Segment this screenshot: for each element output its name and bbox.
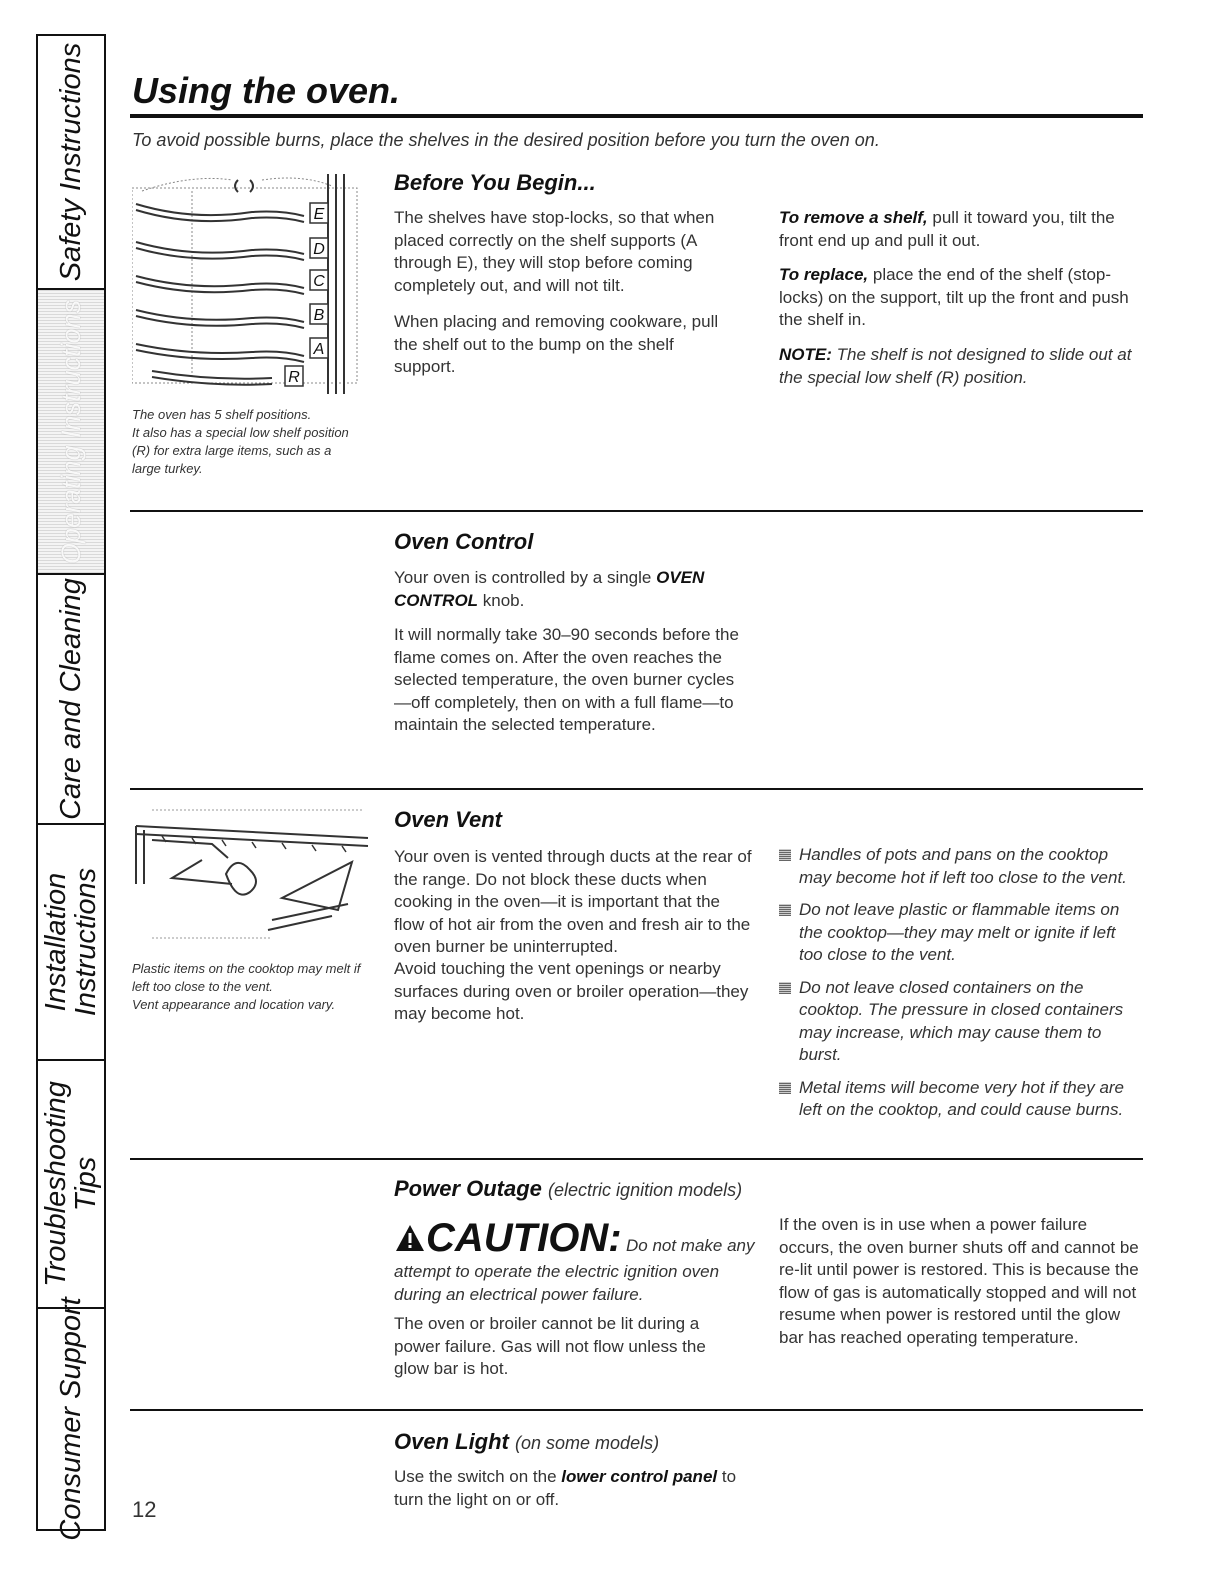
tab-installation-instructions[interactable] (38, 825, 104, 1061)
power-outage-subtitle: (electric ignition models) (548, 1180, 743, 1200)
oven-light-para (394, 1466, 754, 1511)
list-item (777, 899, 1139, 967)
bullet-icon (779, 982, 791, 994)
shelf-label-e: E (313, 206, 325, 223)
title-divider (130, 114, 1143, 118)
section-divider (130, 510, 1143, 512)
oven-light-para-post: to turn the light on or off. (394, 1467, 737, 1509)
oven-control-para-1-post: knob. (478, 590, 525, 610)
warning-triangle-icon (394, 1223, 426, 1253)
shelf-label-r: R (288, 369, 300, 386)
bullet-icon (779, 904, 791, 916)
oven-vent-para-1: Your oven is vented through ducts at the rear of the range. Do not block these ducts when cooking in the oven—it is important that the flow of hot air from the oven and fresh air to the oven burner be uninterrupted. (394, 847, 752, 956)
oven-light-title: Oven Light (394, 1429, 509, 1454)
caption-line-1: Plastic items on the cooktop may melt if left too close to the vent. (132, 961, 361, 994)
power-outage-para-2: If the oven is in use when a power failure occurs, the oven burner shuts off and cannot be re-lit until power is restored. This is because the flow of gas is automatically stopped and will not resume when power is restored until the glow bar has reached operating temperature. (779, 1215, 1139, 1347)
before-you-begin-heading: Before You Begin... (394, 170, 596, 195)
replace-shelf-instructions: place the end of the shelf (stop-locks) on the support, tilt up the front and push the shelf in. (779, 265, 1129, 329)
oven-vent-para-2: Avoid touching the vent openings or nearby surfaces during oven or broiler operation—they may become hot. (394, 959, 749, 1023)
caution-block (394, 1216, 755, 1306)
power-outage-title: Power Outage (394, 1176, 542, 1201)
bullet-text: Handles of pots and pans on the cooktop may become hot if left too close to the vent. (799, 845, 1127, 887)
caution-text-lead: Do not make any (625, 1236, 755, 1255)
replace-shelf-text (779, 264, 1139, 332)
caption-line-1: The oven has 5 shelf positions. (132, 407, 312, 422)
caption-line-2: Vent appearance and location vary. (132, 997, 336, 1012)
tab-label: Installation Instructions (40, 867, 102, 1017)
page-title: Using the oven. (132, 70, 401, 111)
shelf-label-a: A (313, 341, 325, 358)
tab-label: Consumer Support (55, 1297, 87, 1541)
list-item (777, 844, 1139, 889)
tab-operating-instructions[interactable] (38, 290, 104, 575)
caution-label: CAUTION: (426, 1216, 622, 1260)
list-item (777, 1077, 1139, 1122)
oven-control-para-1 (394, 567, 739, 612)
shelf-label-c: C (313, 273, 325, 290)
shelf-label-d: D (313, 241, 325, 258)
remove-shelf-label: To remove a shelf, (779, 208, 928, 227)
shelf-positions-illustration (132, 166, 372, 398)
before-you-begin-para-2: When placing and removing cookware, pull the shelf out to the bump on the shelf support. (394, 312, 719, 376)
remove-shelf-instructions: pull it toward you, tilt the front end up and pull it out. (779, 208, 1115, 250)
tab-safety-instructions[interactable] (38, 36, 104, 290)
oven-control-para-2: It will normally take 30–90 seconds before the flame comes on. After the oven reaches the selected temperature, the oven burner cycles—off completely, then on with a full flame—to maintain the selected temperature. (394, 625, 739, 734)
bullet-text: Do not leave closed containers on the cooktop. The pressure in closed containers may increase, which may cause them to burst. (799, 977, 1124, 1064)
section-divider (130, 788, 1143, 790)
oven-vent-heading: Oven Vent (394, 807, 502, 832)
shelf-image-caption (132, 406, 352, 478)
section-divider (130, 1409, 1143, 1411)
list-item (777, 977, 1139, 1067)
tab-consumer-support[interactable] (38, 1297, 104, 1541)
bullet-text: Do not leave plastic or flammable items on the cooktop—they may melt or ignite if left too close to the vent. (799, 900, 1120, 964)
tab-troubleshooting-tips[interactable] (38, 1061, 104, 1309)
tab-label: Operating Instructions (56, 299, 86, 564)
note-label: NOTE: (779, 345, 832, 364)
oven-light-heading (394, 1429, 659, 1455)
vent-image-caption (132, 960, 372, 1014)
bullet-text: Metal items will become very hot if they are left on the cooktop, and could cause burns. (799, 1077, 1125, 1119)
page-number: 12 (132, 1497, 157, 1522)
shelf-label-b: B (313, 307, 325, 324)
section-tabs (36, 34, 106, 1541)
power-outage-para-1: The oven or broiler cannot be lit during a power failure. Gas will not flow unless the glow bar is hot. (394, 1314, 706, 1378)
oven-light-control-name: lower control panel (561, 1467, 718, 1486)
oven-vent-illustration (132, 800, 372, 950)
before-you-begin-para-1: The shelves have stop-locks, so that when placed correctly on the shelf supports (A through E), they will stop before coming completely out, and will not tilt. (394, 208, 715, 295)
vent-warnings-list (777, 844, 1139, 1132)
oven-control-heading: Oven Control (394, 529, 534, 554)
shelf-note (779, 344, 1139, 389)
note-text: The shelf is not designed to slide out at the special low shelf (R) position. (779, 345, 1132, 387)
replace-shelf-label: To replace, (779, 265, 869, 284)
oven-control-knob-name: OVEN CONTROL (394, 568, 705, 610)
oven-light-para-pre: Use the switch on the (394, 1467, 562, 1486)
tab-label: Care and Cleaning (55, 578, 87, 820)
remove-shelf-text (779, 207, 1139, 252)
tab-label: Safety Instructions (55, 42, 87, 282)
caption-line-2: It also has a special low shelf position (R) for extra large items, such as a large turkey. (132, 425, 349, 476)
intro-text: To avoid possible burns, place the shelves in the desired position before you turn the oven on. (132, 130, 880, 150)
caution-text-body: attempt to operate the electric ignition oven during an electrical power failure. (394, 1262, 720, 1304)
tab-care-and-cleaning[interactable] (38, 575, 104, 825)
power-outage-heading (394, 1176, 742, 1202)
tab-label: Troubleshooting Tips (40, 1081, 102, 1287)
bullet-icon (779, 849, 791, 861)
bullet-icon (779, 1082, 791, 1094)
oven-control-para-1-pre: Your oven is controlled by a single (394, 568, 657, 587)
section-divider (130, 1158, 1143, 1160)
oven-light-subtitle: (on some models) (515, 1433, 660, 1453)
